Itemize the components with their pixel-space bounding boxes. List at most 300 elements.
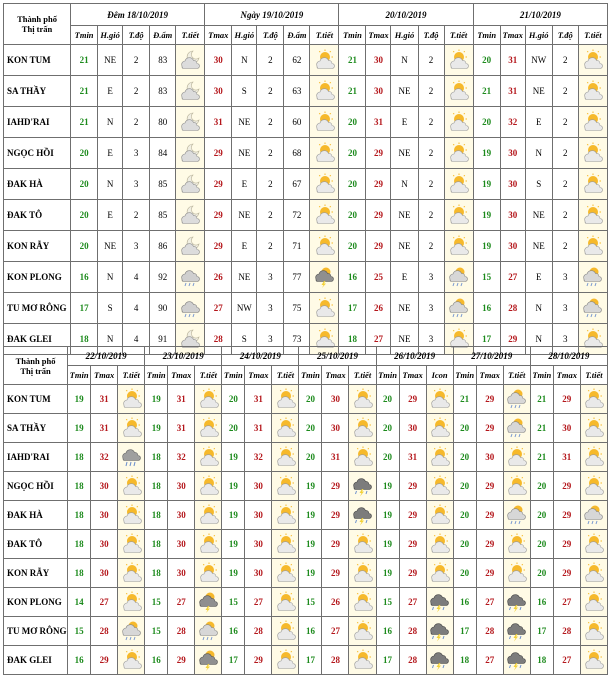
column-header: T.tiết bbox=[349, 366, 376, 385]
sun-cloud-icon bbox=[506, 533, 527, 555]
tmax-cell: 29 bbox=[205, 169, 232, 200]
weather-icon-cell bbox=[580, 559, 607, 588]
tmax-cell: 27 bbox=[245, 588, 272, 617]
tmin-cell: 21 bbox=[71, 76, 98, 107]
partly-cloudy-night-icon bbox=[180, 173, 201, 195]
tmax-cell: 28 bbox=[168, 617, 195, 646]
city-name: KON RẪY bbox=[4, 559, 68, 588]
wind-direction-cell: NE bbox=[391, 76, 418, 107]
weather-icon-cell bbox=[444, 169, 473, 200]
tmax-cell: 32 bbox=[500, 107, 525, 138]
city-name: ĐAK GLEI bbox=[4, 646, 68, 675]
table-row bbox=[4, 293, 608, 324]
weather-icon-cell bbox=[349, 472, 376, 501]
sun-cloud-icon bbox=[352, 620, 373, 642]
weather-icon-cell bbox=[176, 45, 205, 76]
weather-icon-cell bbox=[444, 107, 473, 138]
tmin-cell: 19 bbox=[145, 385, 168, 414]
wind-speed-cell: 2 bbox=[552, 107, 578, 138]
tmin-cell: 19 bbox=[376, 501, 399, 530]
cloud-rain-icon bbox=[121, 446, 142, 468]
humidity-cell: 90 bbox=[150, 293, 176, 324]
humidity-cell: 72 bbox=[284, 200, 310, 231]
city-name: KON PLONG bbox=[4, 588, 68, 617]
tmax-cell: 29 bbox=[399, 530, 426, 559]
tmax-cell: 31 bbox=[168, 385, 195, 414]
tmax-cell: 29 bbox=[168, 646, 195, 675]
tmax-cell: 29 bbox=[553, 501, 580, 530]
tmax-cell: 27 bbox=[322, 617, 349, 646]
column-header: T.tiết bbox=[118, 366, 145, 385]
sun-cloud-rain-icon bbox=[506, 388, 527, 410]
tmax-cell: 29 bbox=[366, 138, 391, 169]
tmax-cell: 29 bbox=[553, 385, 580, 414]
table-row bbox=[4, 617, 608, 646]
wind-speed-cell: 3 bbox=[552, 262, 578, 293]
table-row bbox=[4, 443, 608, 472]
wind-speed-cell: 2 bbox=[552, 231, 578, 262]
tmax-cell: 30 bbox=[500, 231, 525, 262]
tmax-cell: 30 bbox=[476, 443, 503, 472]
wind-speed-cell: 2 bbox=[418, 76, 444, 107]
city-name: ĐAK HÀ bbox=[4, 169, 71, 200]
wind-direction-cell: N bbox=[232, 45, 257, 76]
tmin-cell: 14 bbox=[68, 588, 91, 617]
wind-speed-cell: 3 bbox=[123, 231, 150, 262]
weather-icon-cell bbox=[503, 559, 530, 588]
tmax-cell: 29 bbox=[205, 138, 232, 169]
column-header: Tmin bbox=[530, 366, 553, 385]
sun-cloud-icon bbox=[429, 504, 450, 526]
weather-icon-cell bbox=[118, 385, 145, 414]
column-header: Tmax bbox=[366, 26, 391, 45]
sun-cloud-icon bbox=[314, 142, 335, 164]
tmin-cell: 18 bbox=[145, 443, 168, 472]
weather-icon-cell bbox=[310, 231, 339, 262]
tmax-cell: 30 bbox=[168, 472, 195, 501]
tmin-cell: 17 bbox=[376, 646, 399, 675]
weather-icon-cell bbox=[272, 385, 299, 414]
weather-icon-cell bbox=[176, 200, 205, 231]
tmin-cell: 18 bbox=[453, 646, 476, 675]
weather-icon-cell bbox=[195, 646, 222, 675]
weather-icon-cell bbox=[118, 501, 145, 530]
tmax-cell: 30 bbox=[91, 559, 118, 588]
weather-icon-cell bbox=[426, 414, 453, 443]
tmax-cell: 31 bbox=[553, 443, 580, 472]
sun-cloud-icon bbox=[429, 562, 450, 584]
column-header: Tmin bbox=[145, 366, 168, 385]
weather-icon-cell bbox=[349, 617, 376, 646]
weather-icon-cell bbox=[426, 385, 453, 414]
tmin-cell: 20 bbox=[530, 559, 553, 588]
tmin-cell: 16 bbox=[68, 646, 91, 675]
sun-cloud-icon bbox=[506, 446, 527, 468]
weather-icon-cell bbox=[195, 385, 222, 414]
city-name: IAHD'RAI bbox=[4, 107, 71, 138]
city-name: TU MƠ RÔNG bbox=[4, 293, 71, 324]
sun-cloud-icon bbox=[448, 235, 469, 257]
tmin-cell: 16 bbox=[376, 617, 399, 646]
wind-speed-cell: 2 bbox=[257, 200, 284, 231]
tmax-cell: 30 bbox=[245, 501, 272, 530]
weather-icon-cell bbox=[310, 169, 339, 200]
tmin-cell: 18 bbox=[530, 646, 553, 675]
storm-cloud-icon bbox=[429, 591, 450, 613]
weather-icon-cell bbox=[310, 76, 339, 107]
wind-direction-cell: E bbox=[98, 200, 123, 231]
partly-cloudy-night-icon bbox=[180, 80, 201, 102]
weather-icon-cell bbox=[580, 472, 607, 501]
sun-cloud-icon bbox=[352, 388, 373, 410]
city-name: ĐAK GLEI bbox=[4, 324, 71, 355]
weather-icon-cell bbox=[578, 231, 607, 262]
weather-icon-cell bbox=[118, 646, 145, 675]
city-name: SA THẦY bbox=[4, 76, 71, 107]
column-header: Tmin bbox=[299, 366, 322, 385]
tmax-cell: 29 bbox=[205, 231, 232, 262]
sun-cloud-icon bbox=[583, 475, 604, 497]
weather-icon-cell bbox=[310, 262, 339, 293]
column-header: Tmax bbox=[168, 366, 195, 385]
weather-icon-cell bbox=[578, 107, 607, 138]
tmin-cell: 19 bbox=[222, 530, 245, 559]
tmin-cell: 19 bbox=[376, 530, 399, 559]
wind-speed-cell: 2 bbox=[123, 200, 150, 231]
partly-cloudy-night-icon bbox=[180, 49, 201, 71]
wind-speed-cell: 2 bbox=[257, 107, 284, 138]
column-header: Tmax bbox=[500, 26, 525, 45]
city-header-line: Thị trấn bbox=[21, 24, 53, 34]
column-header: Tmin bbox=[68, 366, 91, 385]
tmin-cell: 20 bbox=[530, 472, 553, 501]
tmax-cell: 30 bbox=[245, 472, 272, 501]
tmin-cell: 16 bbox=[71, 262, 98, 293]
wind-speed-cell: 2 bbox=[257, 169, 284, 200]
tmax-cell: 30 bbox=[245, 559, 272, 588]
sun-cloud-icon bbox=[583, 533, 604, 555]
wind-direction-cell: E bbox=[525, 262, 552, 293]
sun-cloud-icon bbox=[506, 562, 527, 584]
wind-direction-cell: NE bbox=[391, 200, 418, 231]
tmax-cell: 29 bbox=[476, 472, 503, 501]
sun-cloud-icon bbox=[352, 562, 373, 584]
tmax-cell: 27 bbox=[500, 262, 525, 293]
column-header: Tmin bbox=[473, 26, 500, 45]
weather-icon-cell bbox=[426, 472, 453, 501]
wind-speed-cell: 2 bbox=[418, 138, 444, 169]
tmax-cell: 29 bbox=[476, 559, 503, 588]
table-row bbox=[4, 646, 608, 675]
date-header: 23/10/2019 bbox=[145, 347, 222, 366]
tmax-cell: 29 bbox=[322, 559, 349, 588]
tmax-cell: 29 bbox=[245, 646, 272, 675]
sun-cloud-icon bbox=[582, 235, 603, 257]
wind-direction-cell: N bbox=[391, 169, 418, 200]
sun-storm-icon bbox=[198, 649, 219, 671]
weather-icon-cell bbox=[580, 414, 607, 443]
storm-cloud-icon bbox=[429, 620, 450, 642]
tmin-cell: 17 bbox=[299, 646, 322, 675]
tmin-cell: 20 bbox=[453, 414, 476, 443]
wind-direction-cell: NE bbox=[232, 200, 257, 231]
sun-cloud-icon bbox=[198, 504, 219, 526]
wind-direction-cell: E bbox=[525, 107, 552, 138]
tmax-cell: 30 bbox=[245, 530, 272, 559]
humidity-cell: 68 bbox=[284, 138, 310, 169]
weather-icon-cell bbox=[118, 617, 145, 646]
tmin-cell: 20 bbox=[339, 107, 366, 138]
sun-cloud-icon bbox=[121, 417, 142, 439]
tmax-cell: 29 bbox=[399, 385, 426, 414]
tmax-cell: 30 bbox=[168, 530, 195, 559]
sun-cloud-icon bbox=[121, 475, 142, 497]
tmax-cell: 31 bbox=[399, 443, 426, 472]
sun-cloud-icon bbox=[314, 297, 335, 319]
weather-icon-cell bbox=[578, 45, 607, 76]
wind-direction-cell: NE bbox=[391, 231, 418, 262]
date-header: Ngày 19/10/2019 bbox=[205, 4, 339, 26]
wind-direction-cell: N bbox=[525, 293, 552, 324]
humidity-cell: 83 bbox=[150, 76, 176, 107]
wind-speed-cell: 4 bbox=[123, 262, 150, 293]
wind-direction-cell: NE bbox=[525, 200, 552, 231]
weather-icon-cell bbox=[580, 588, 607, 617]
sun-cloud-icon bbox=[352, 591, 373, 613]
column-header: H.gió bbox=[391, 26, 418, 45]
wind-speed-cell: 2 bbox=[418, 231, 444, 262]
tmin-cell: 21 bbox=[530, 443, 553, 472]
tmin-cell: 20 bbox=[71, 169, 98, 200]
tmax-cell: 29 bbox=[366, 200, 391, 231]
humidity-cell: 86 bbox=[150, 231, 176, 262]
table-row bbox=[4, 200, 608, 231]
tmin-cell: 15 bbox=[376, 588, 399, 617]
wind-speed-cell: 4 bbox=[123, 324, 150, 355]
tmax-cell: 30 bbox=[205, 45, 232, 76]
group-header-row bbox=[4, 347, 608, 366]
humidity-cell: 73 bbox=[284, 324, 310, 355]
weather-icon-cell bbox=[349, 588, 376, 617]
sun-cloud-icon bbox=[198, 533, 219, 555]
column-header: T.tiết bbox=[444, 26, 473, 45]
weather-icon-cell bbox=[176, 262, 205, 293]
tmin-cell: 19 bbox=[68, 414, 91, 443]
sun-cloud-icon bbox=[275, 533, 296, 555]
wind-speed-cell: 2 bbox=[257, 76, 284, 107]
tmax-cell: 31 bbox=[322, 443, 349, 472]
weather-icon-cell bbox=[578, 262, 607, 293]
tmax-cell: 27 bbox=[553, 588, 580, 617]
tmin-cell: 18 bbox=[68, 443, 91, 472]
tmax-cell: 28 bbox=[399, 646, 426, 675]
table-row bbox=[4, 472, 608, 501]
weather-icon-cell bbox=[426, 443, 453, 472]
column-header: T.tiết bbox=[176, 26, 205, 45]
sun-cloud-icon bbox=[198, 388, 219, 410]
date-header: 24/10/2019 bbox=[222, 347, 299, 366]
tmax-cell: 29 bbox=[322, 501, 349, 530]
column-header: Tmax bbox=[476, 366, 503, 385]
table-row bbox=[4, 501, 608, 530]
city-header bbox=[4, 4, 71, 45]
tmin-cell: 20 bbox=[453, 472, 476, 501]
column-header: Tmax bbox=[205, 26, 232, 45]
wind-direction-cell: E bbox=[98, 138, 123, 169]
tmin-cell: 19 bbox=[222, 443, 245, 472]
tmax-cell: 31 bbox=[245, 385, 272, 414]
tmax-cell: 30 bbox=[322, 385, 349, 414]
forecast-table-oct-18-21 bbox=[3, 3, 608, 355]
column-header: H.gió bbox=[232, 26, 257, 45]
sun-cloud-icon bbox=[448, 49, 469, 71]
tmin-cell: 16 bbox=[299, 617, 322, 646]
date-header: 28/10/2019 bbox=[530, 347, 607, 366]
tmin-cell: 20 bbox=[339, 169, 366, 200]
tmin-cell: 19 bbox=[473, 138, 500, 169]
tmin-cell: 20 bbox=[530, 530, 553, 559]
sun-cloud-icon bbox=[582, 173, 603, 195]
column-header: T.tiết bbox=[580, 366, 607, 385]
sun-cloud-icon bbox=[583, 388, 604, 410]
city-name: NGỌC HỒI bbox=[4, 472, 68, 501]
column-header: Tmax bbox=[91, 366, 118, 385]
sun-cloud-icon bbox=[448, 142, 469, 164]
weather-icon-cell bbox=[578, 293, 607, 324]
tmin-cell: 17 bbox=[473, 324, 500, 355]
sun-cloud-rain-icon bbox=[198, 620, 219, 642]
sun-storm-icon bbox=[198, 591, 219, 613]
sun-cloud-icon bbox=[583, 649, 604, 671]
storm-cloud-icon bbox=[506, 649, 527, 671]
tmin-cell: 18 bbox=[68, 472, 91, 501]
wind-speed-cell: 3 bbox=[123, 138, 150, 169]
storm-cloud-icon bbox=[352, 475, 373, 497]
wind-direction-cell: NE bbox=[391, 138, 418, 169]
wind-speed-cell: 3 bbox=[552, 293, 578, 324]
sun-cloud-icon bbox=[448, 204, 469, 226]
sun-cloud-icon bbox=[429, 446, 450, 468]
column-header: Tmax bbox=[322, 366, 349, 385]
tmin-cell: 18 bbox=[68, 559, 91, 588]
tmin-cell: 15 bbox=[473, 262, 500, 293]
date-header: Đêm 18/10/2019 bbox=[71, 4, 205, 26]
tmin-cell: 16 bbox=[453, 588, 476, 617]
weather-icon-cell bbox=[503, 530, 530, 559]
tmax-cell: 32 bbox=[245, 443, 272, 472]
weather-icon-cell bbox=[349, 414, 376, 443]
column-header: H.gió bbox=[98, 26, 123, 45]
sun-cloud-icon bbox=[582, 142, 603, 164]
humidity-cell: 75 bbox=[284, 293, 310, 324]
column-header: Tmax bbox=[553, 366, 580, 385]
wind-direction-cell: N bbox=[98, 169, 123, 200]
tmax-cell: 27 bbox=[366, 324, 391, 355]
tmin-cell: 19 bbox=[299, 472, 322, 501]
wind-speed-cell: 3 bbox=[257, 293, 284, 324]
weather-icon-cell bbox=[580, 443, 607, 472]
city-header bbox=[4, 347, 68, 385]
tmax-cell: 28 bbox=[553, 617, 580, 646]
sun-cloud-icon bbox=[121, 591, 142, 613]
humidity-cell: 85 bbox=[150, 169, 176, 200]
weather-icon-cell bbox=[272, 414, 299, 443]
wind-direction-cell: NE bbox=[232, 107, 257, 138]
humidity-cell: 62 bbox=[284, 45, 310, 76]
tmin-cell: 16 bbox=[339, 262, 366, 293]
table-row bbox=[4, 588, 608, 617]
table-row bbox=[4, 385, 608, 414]
tmin-cell: 16 bbox=[222, 617, 245, 646]
tmax-cell: 30 bbox=[500, 200, 525, 231]
column-header: T.độ bbox=[418, 26, 444, 45]
wind-speed-cell: 3 bbox=[123, 169, 150, 200]
tmax-cell: 31 bbox=[168, 414, 195, 443]
tmax-cell: 30 bbox=[91, 501, 118, 530]
tmin-cell: 19 bbox=[376, 472, 399, 501]
city-name: TU MƠ RÔNG bbox=[4, 617, 68, 646]
sun-cloud-icon bbox=[198, 417, 219, 439]
tmax-cell: 30 bbox=[366, 45, 391, 76]
wind-direction-cell: S bbox=[232, 324, 257, 355]
weather-icon-cell bbox=[176, 107, 205, 138]
weather-icon-cell bbox=[176, 138, 205, 169]
weather-icon-cell bbox=[578, 138, 607, 169]
date-header: 27/10/2019 bbox=[453, 347, 530, 366]
tmin-cell: 19 bbox=[473, 200, 500, 231]
tmax-cell: 31 bbox=[91, 385, 118, 414]
wind-speed-cell: 2 bbox=[552, 45, 578, 76]
column-header: Tmin bbox=[339, 26, 366, 45]
sun-cloud-icon bbox=[314, 80, 335, 102]
wind-speed-cell: 2 bbox=[418, 200, 444, 231]
tmin-cell: 15 bbox=[222, 588, 245, 617]
weather-icon-cell bbox=[272, 443, 299, 472]
weather-icon-cell bbox=[580, 617, 607, 646]
date-header: 22/10/2019 bbox=[68, 347, 145, 366]
weather-icon-cell bbox=[176, 169, 205, 200]
wind-speed-cell: 2 bbox=[123, 76, 150, 107]
tmin-cell: 19 bbox=[222, 501, 245, 530]
tmin-cell: 18 bbox=[145, 559, 168, 588]
column-header: T.tiết bbox=[272, 366, 299, 385]
weather-icon-cell bbox=[118, 414, 145, 443]
tmax-cell: 29 bbox=[366, 231, 391, 262]
storm-cloud-icon bbox=[506, 620, 527, 642]
wind-direction-cell: NE bbox=[391, 293, 418, 324]
wind-speed-cell: 2 bbox=[552, 200, 578, 231]
sun-cloud-icon bbox=[582, 80, 603, 102]
tmin-cell: 16 bbox=[530, 588, 553, 617]
date-header: 21/10/2019 bbox=[473, 4, 607, 26]
tmax-cell: 30 bbox=[205, 76, 232, 107]
column-header: T.tiết bbox=[503, 366, 530, 385]
sun-cloud-icon bbox=[583, 620, 604, 642]
tmin-cell: 20 bbox=[339, 231, 366, 262]
group-header-row bbox=[4, 4, 608, 26]
sun-cloud-icon bbox=[429, 417, 450, 439]
tmax-cell: 32 bbox=[91, 443, 118, 472]
city-header-line: Thị trấn bbox=[20, 365, 51, 376]
weather-icon-cell bbox=[195, 617, 222, 646]
sun-cloud-icon bbox=[429, 388, 450, 410]
tmin-cell: 20 bbox=[339, 200, 366, 231]
wind-direction-cell: E bbox=[232, 169, 257, 200]
weather-icon-cell bbox=[195, 414, 222, 443]
tmin-cell: 20 bbox=[453, 443, 476, 472]
tmin-cell: 18 bbox=[71, 324, 98, 355]
column-header: Tmax bbox=[399, 366, 426, 385]
